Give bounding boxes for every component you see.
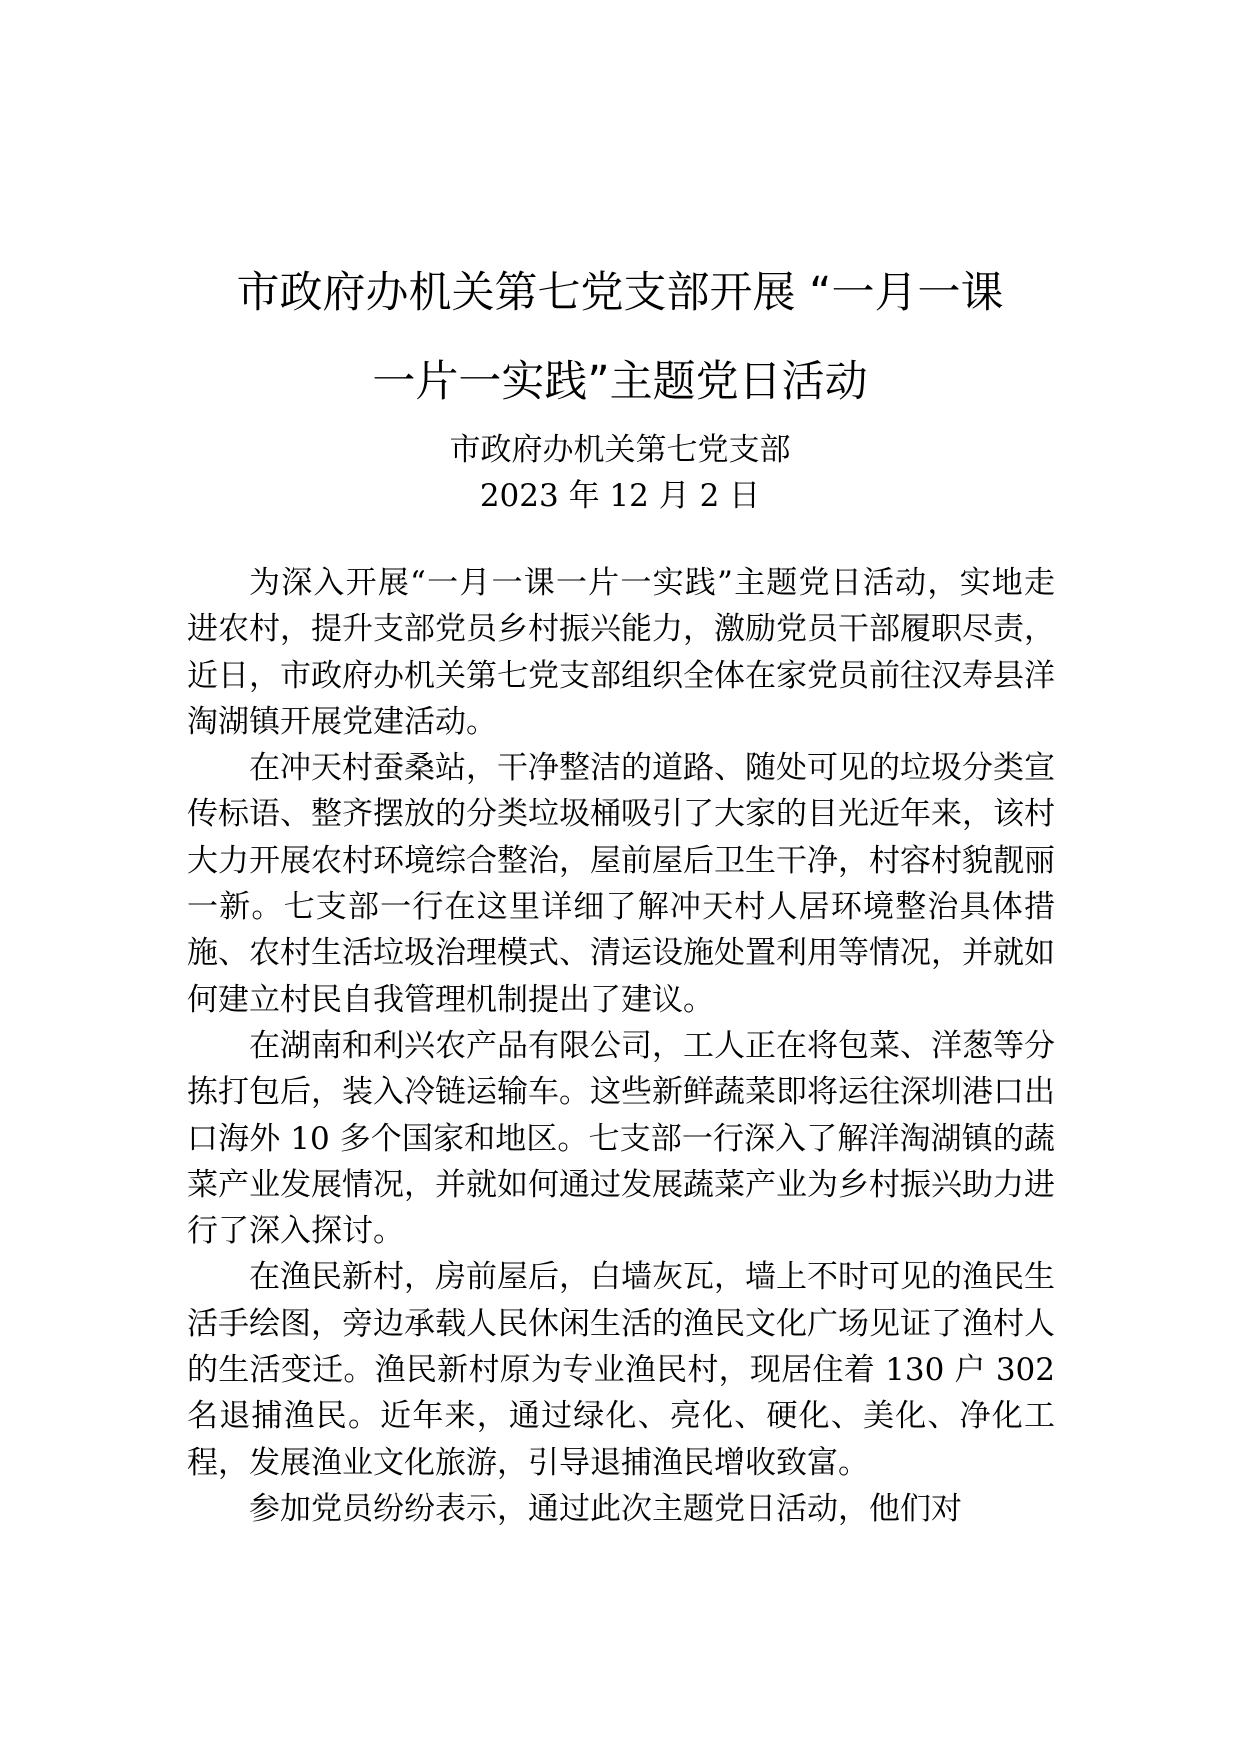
- document-title-line-1: 市政府办机关第七党支部开展 “一月一课: [236, 268, 1004, 318]
- body-paragraph: 在渔民新村，房前屋后，白墙灰瓦，墙上不时可见的渔民生活手绘图，旁边承载人民休闲生活的渔民文化广场见证了渔村人的生活变迁。渔民新村原为专业渔民村，现居住着 130 户 302 名退捕渔民。近年来，通过绿化、亮化、硬化、美化、净化工程，发展渔业文化旅游，引导退捕渔民增收致富。: [187, 1259, 1055, 1481]
- document-date: 2023 年 12 月 2 日: [479, 478, 761, 514]
- body-paragraph: 参加党员纷纷表示，通过此次主题党日活动，他们对: [249, 1490, 962, 1527]
- body-paragraph: 在湖南和利兴农产品有限公司，工人正在将包菜、洋葱等分拣打包后，装入冷链运输车。这些新鲜蔬菜即将运往深圳港口出口海外 10 多个国家和地区。七支部一行深入了解洋淘湖镇的蔬菜产业发展情况，并就如何通过发展蔬菜产业为乡村振兴助力进行了深入探讨。: [187, 1027, 1055, 1250]
- body-paragraph: 为深入开展“一月一课一片一实践”主题党日活动，实地走进农村，提升支部党员乡村振兴能力，激励党员干部履职尽责，近日，市政府办机关第七党支部组织全体在家党员前往汉寿县洋淘湖镇开展党建活动。: [187, 565, 1055, 740]
- document-body: [187, 560, 1055, 1532]
- body-paragraph: 在冲天村蚕桑站，干净整洁的道路、随处可见的垃圾分类宣传标语、整齐摆放的分类垃圾桶吸引了大家的目光近年来，该村大力开展农村环境综合整治，屋前屋后卫生干净，村容村貌靓丽一新。七支部一行在这里详细了解冲天村人居环境整治具体措施、农村生活垃圾治理模式、清运设施处置利用等情况，并就如何建立村民自我管理机制提出了建议。: [187, 750, 1055, 1018]
- document-title-line-2: 一片一实践”主题党日活动: [372, 357, 868, 407]
- author-organization: 市政府办机关第七党支部: [449, 432, 791, 468]
